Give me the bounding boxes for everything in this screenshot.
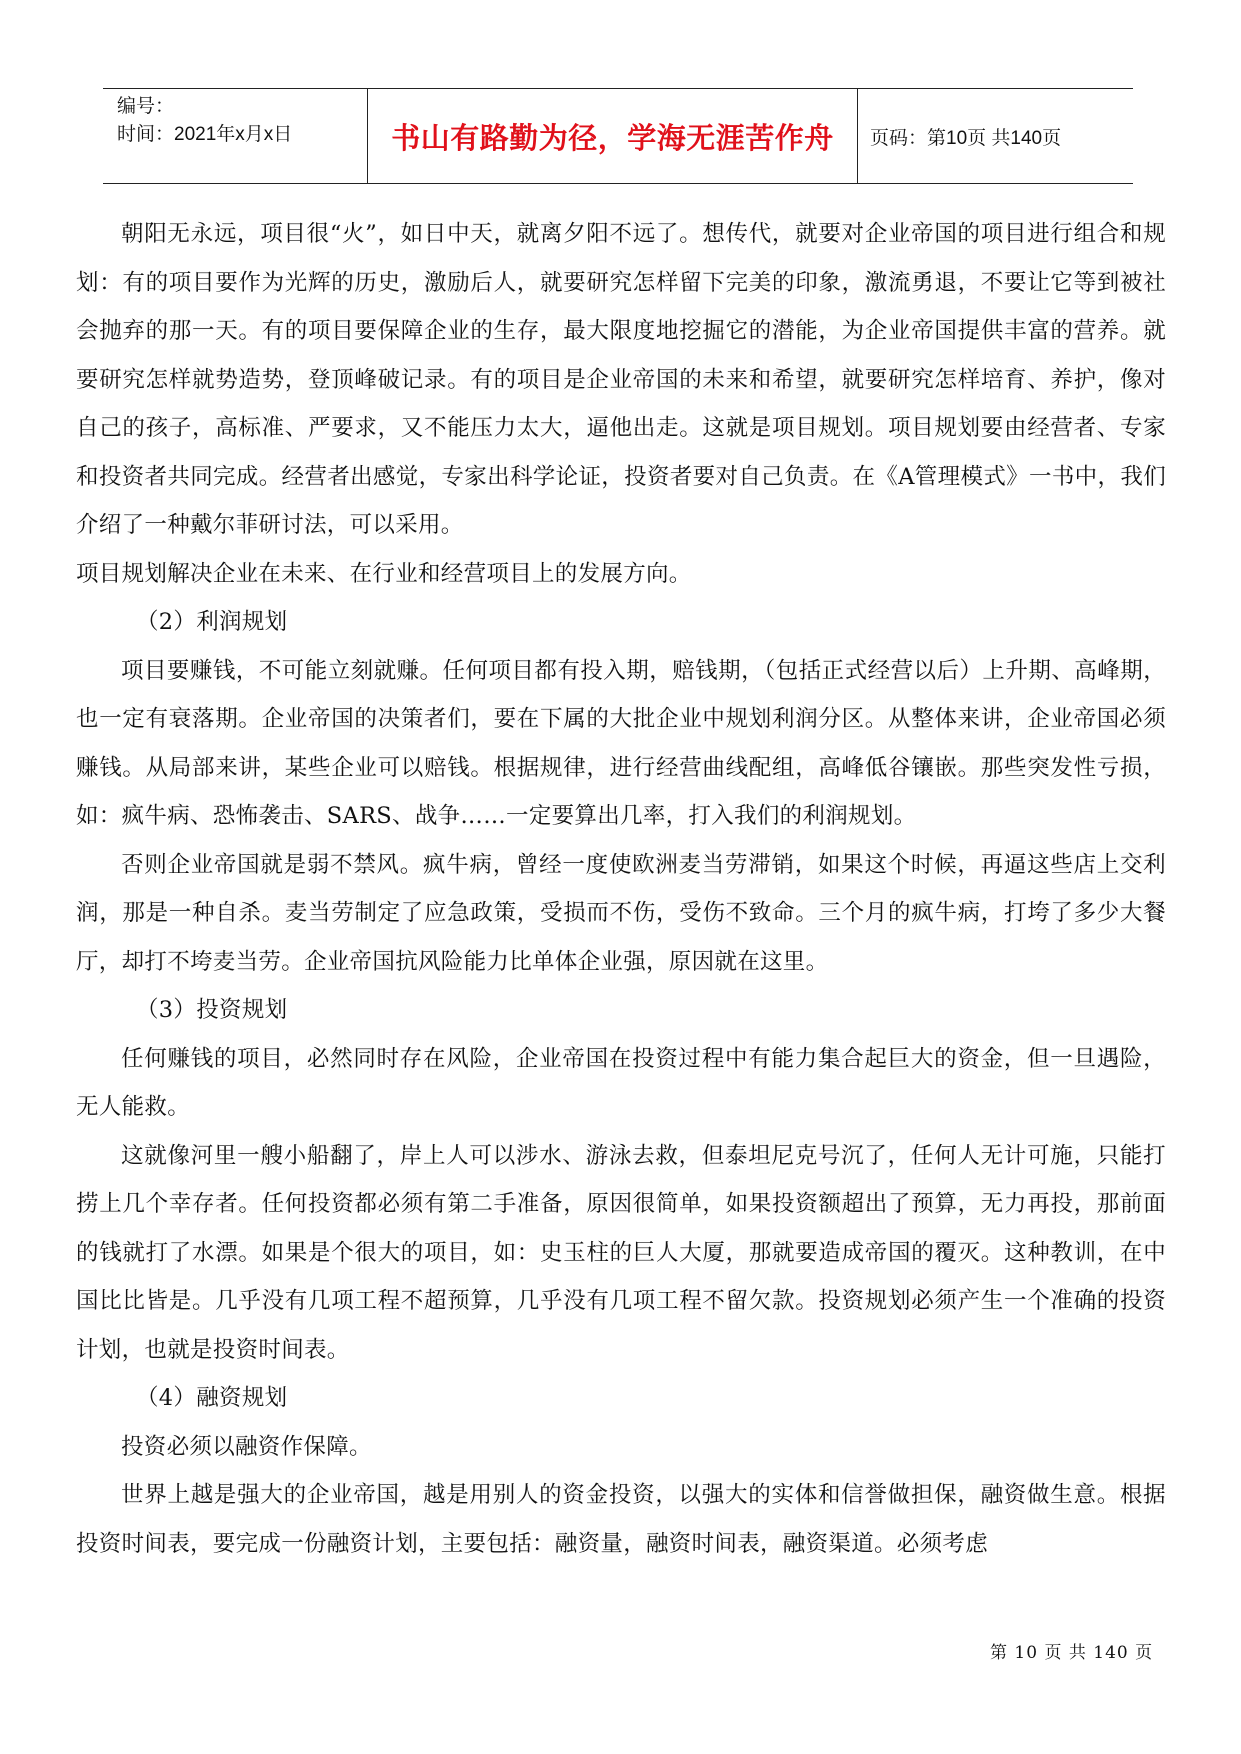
paragraph: 投资必须以融资作保障。 [121, 1433, 372, 1460]
header-meta-cell [103, 89, 368, 183]
header-page-cell [858, 89, 1133, 183]
section-heading: （3）投资规划 [136, 997, 288, 1023]
header-page-code: 页码：第10页 共140页 [870, 127, 1062, 149]
document-number-label: 编号： [117, 96, 175, 117]
document-body [76, 210, 1166, 1568]
document-date: 时间：2021年x月x日 [117, 124, 293, 145]
paragraph: 任何赚钱的项目，必然同时存在风险，企业帝国在投资过程中有能力集合起巨大的资金，但一旦遇险，无人能救。 [76, 1045, 1166, 1120]
paragraph: 这就像河里一艘小船翻了，岸上人可以涉水、游泳去救，但泰坦尼克号沉了，任何人无计可施，只能打捞上几个幸存者。任何投资都必须有第二手准备，原因很简单，如果投资额超出了预算，无力再投，那前面的钱就打了水漂。如果是个很大的项目，如：史玉柱的巨人大厦，那就要造成帝国的覆灭。这种教训，在中国比比皆是。几乎没有几项工程不超预算，几乎没有几项工程不留欠款。投资规划必须产生一个准确的投资计划，也就是投资时间表。 [76, 1142, 1166, 1363]
header-motto-cell [368, 89, 858, 183]
paragraph: 项目规划解决企业在未来、在行业和经营项目上的发展方向。 [76, 560, 692, 587]
section-heading: （4）融资规划 [136, 1385, 288, 1411]
document-header [103, 88, 1133, 184]
paragraph: 否则企业帝国就是弱不禁风。疯牛病，曾经一度使欧洲麦当劳滞销，如果这个时候，再逼这些店上交利润，那是一种自杀。麦当劳制定了应急政策，受损而不伤，受伤不致命。三个月的疯牛病，打垮了多少大餐厅，却打不垮麦当劳。企业帝国抗风险能力比单体企业强，原因就在这里。 [76, 851, 1166, 975]
paragraph: 朝阳无永远，项目很“火”，如日中天，就离夕阳不远了。想传代，就要对企业帝国的项目进行组合和规划：有的项目要作为光辉的历史，激励后人，就要研究怎样留下完美的印象，激流勇退，不要让它等到被社会抛弃的那一天。有的项目要保障企业的生存，最大限度地挖掘它的潜能，为企业帝国提供丰富的营养。就要研究怎样就势造势，登顶峰破记录。有的项目是企业帝国的未来和希望，就要研究怎样培育、养护，像对自己的孩子，高标准、严要求，又不能压力太大，逼他出走。这就是项目规划。项目规划要由经营者、专家和投资者共同完成。经营者出感觉，专家出科学论证，投资者要对自己负责。在《A管理模式》一书中，我们介绍了一种戴尔菲研讨法，可以采用。 [76, 221, 1166, 538]
paragraph: 世界上越是强大的企业帝国，越是用别人的资金投资，以强大的实体和信誉做担保，融资做生意。根据投资时间表，要完成一份融资计划，主要包括：融资量，融资时间表，融资渠道。必须考虑 [76, 1482, 1166, 1557]
page-footer: 第 10 页 共 140 页 [990, 1643, 1154, 1663]
section-heading: （2）利润规划 [136, 609, 288, 635]
paragraph: 项目要赚钱，不可能立刻就赚。任何项目都有投入期，赔钱期，（包括正式经营以后）上升期、高峰期，也一定有衰落期。企业帝国的决策者们，要在下属的大批企业中规划利润分区。从整体来讲，企业帝国必须赚钱。从局部来讲，某些企业可以赔钱。根据规律，进行经营曲线配组，高峰低谷镶嵌。那些突发性亏损，如：疯牛病、恐怖袭击、SARS、战争……一定要算出几率，打入我们的利润规划。 [76, 657, 1166, 829]
header-motto: 书山有路勤为径，学海无涯苦作舟 [391, 120, 834, 155]
